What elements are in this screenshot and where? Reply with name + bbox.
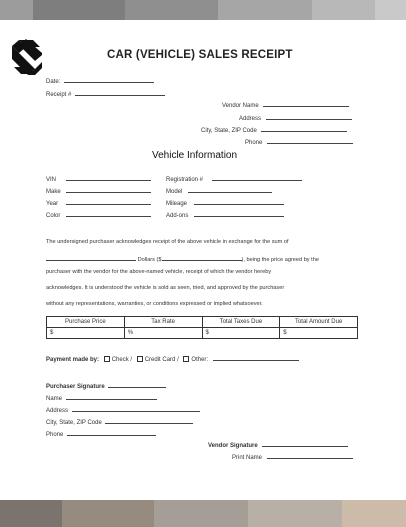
other-field[interactable] <box>213 354 299 361</box>
price-table <box>46 316 358 339</box>
receipt-field[interactable] <box>75 89 165 96</box>
purchaser-phone-row <box>46 429 156 438</box>
vendor-city-field[interactable] <box>261 125 347 132</box>
registration-field[interactable] <box>212 174 302 181</box>
vendor-phone-label: Phone <box>245 140 263 146</box>
purchaser-name-label: Name <box>46 396 63 402</box>
vendor-print-field[interactable] <box>267 452 353 459</box>
color-field[interactable] <box>66 210 151 217</box>
bottom-band-segment <box>342 500 406 527</box>
purchaser-city-field[interactable] <box>105 417 193 424</box>
other-label: Other: <box>191 357 209 363</box>
vin-field[interactable] <box>66 174 151 181</box>
purchaser-signature-row <box>46 381 166 390</box>
amount-number-field[interactable] <box>162 254 242 261</box>
bottom-band-segment <box>0 500 62 527</box>
purchaser-phone-field[interactable] <box>67 429 156 436</box>
bottom-band-segment <box>62 500 154 527</box>
payment-label: Payment made by: <box>46 357 100 363</box>
year-field[interactable] <box>66 198 151 205</box>
receipt-row <box>46 89 165 98</box>
purchase-price-header: Purchase Price <box>47 317 125 328</box>
dollars-label: Dollars ($ <box>137 257 162 263</box>
addons-row <box>166 210 284 219</box>
top-color-band <box>0 0 406 20</box>
purchaser-name-field[interactable] <box>66 393 157 400</box>
price-table-header <box>47 317 358 328</box>
year-row <box>46 198 151 207</box>
amount-words-field[interactable] <box>46 254 136 261</box>
receipt-label: Receipt # <box>46 92 72 98</box>
total-amount-header: Total Amount Due <box>280 317 358 328</box>
mileage-field[interactable] <box>194 198 284 205</box>
purchaser-signature-field[interactable] <box>108 381 166 388</box>
vendor-name-field[interactable] <box>263 100 349 107</box>
total-taxes-header: Total Taxes Due <box>202 317 280 328</box>
vendor-signature-row <box>208 440 348 449</box>
model-row <box>166 186 272 195</box>
statement-line-3: purchaser with the vendor for the above-named vehicle, receipt of which the vendor hereby <box>46 269 272 275</box>
section-title: Vehicle Information <box>152 150 238 161</box>
top-band-segment <box>33 0 125 20</box>
addons-label: Add-ons <box>166 213 189 219</box>
top-band-segment <box>218 0 312 20</box>
purchaser-signature-label: Purchaser Signature <box>46 384 105 390</box>
check-label: Check / <box>111 357 133 363</box>
statement-line-1: The undersigned purchaser acknowledges receipt of the above vehicle in exchange for the sum of <box>46 239 289 245</box>
model-label: Model <box>166 189 183 195</box>
price-agreed-text: ), being the price agreed by the <box>241 257 319 263</box>
date-row <box>46 76 154 85</box>
purchaser-phone-label: Phone <box>46 432 64 438</box>
vendor-print-label: Print Name <box>232 455 263 461</box>
purchaser-city-label: City, State, ZIP Code <box>46 420 102 426</box>
vin-label: VIN <box>46 177 57 183</box>
purchase-price-cell[interactable]: $ <box>47 328 125 339</box>
vendor-name-row <box>222 100 349 109</box>
vendor-print-row <box>232 452 353 461</box>
bottom-band-segment <box>154 500 248 527</box>
top-band-segment <box>0 0 33 20</box>
statement-line-4: acknowledges. It is understood the vehicle is sold as seen, tried, and approved by the purchaser <box>46 285 285 291</box>
other-checkbox[interactable] <box>183 356 189 362</box>
mileage-row <box>166 198 284 207</box>
bottom-band-segment <box>248 500 342 527</box>
vin-row <box>46 174 151 183</box>
price-table-row <box>47 328 358 339</box>
payment-row <box>46 354 299 363</box>
credit-card-label: Credit Card / <box>144 357 179 363</box>
vendor-city-label: City, State, ZIP Code <box>201 128 257 134</box>
registration-label: Registration # <box>166 177 204 183</box>
date-label: Date: <box>46 79 61 85</box>
s-logo-icon <box>10 38 44 76</box>
credit-card-checkbox[interactable] <box>137 356 143 362</box>
vendor-signature-label: Vendor Signature <box>208 443 258 449</box>
vendor-phone-row <box>245 137 353 146</box>
statement-line-2 <box>46 254 319 263</box>
purchaser-name-row <box>46 393 157 402</box>
tax-rate-header: Tax Rate <box>124 317 202 328</box>
total-amount-cell[interactable]: $ <box>280 328 358 339</box>
vendor-address-field[interactable] <box>266 113 352 120</box>
check-checkbox[interactable] <box>104 356 110 362</box>
total-taxes-cell[interactable]: $ <box>202 328 280 339</box>
tax-rate-cell[interactable]: % <box>124 328 202 339</box>
color-row <box>46 210 151 219</box>
purchaser-address-label: Address <box>46 408 69 414</box>
vendor-phone-field[interactable] <box>267 137 353 144</box>
purchaser-city-row <box>46 417 193 426</box>
bottom-color-band <box>0 500 406 527</box>
page-title: CAR (VEHICLE) SALES RECEIPT <box>107 49 293 61</box>
statement-line-5: without any representations, warranties, or conditions expressed or implied whatsoever. <box>46 301 263 307</box>
make-field[interactable] <box>66 186 151 193</box>
make-label: Make <box>46 189 61 195</box>
top-band-segment <box>312 0 375 20</box>
mileage-label: Mileage <box>166 201 188 207</box>
registration-row <box>166 174 302 183</box>
top-band-segment <box>375 0 406 20</box>
purchaser-address-row <box>46 405 200 414</box>
date-field[interactable] <box>64 76 154 83</box>
addons-field[interactable] <box>194 210 284 217</box>
vendor-city-row <box>201 125 347 134</box>
year-label: Year <box>46 201 59 207</box>
vendor-signature-field[interactable] <box>262 440 348 447</box>
purchaser-address-field[interactable] <box>72 405 200 412</box>
vendor-name-label: Vendor Name <box>222 103 259 109</box>
top-band-segment <box>125 0 218 20</box>
make-row <box>46 186 151 195</box>
vendor-address-label: Address <box>239 116 262 122</box>
vendor-address-row <box>239 113 352 122</box>
model-field[interactable] <box>188 186 272 193</box>
color-label: Color <box>46 213 61 219</box>
